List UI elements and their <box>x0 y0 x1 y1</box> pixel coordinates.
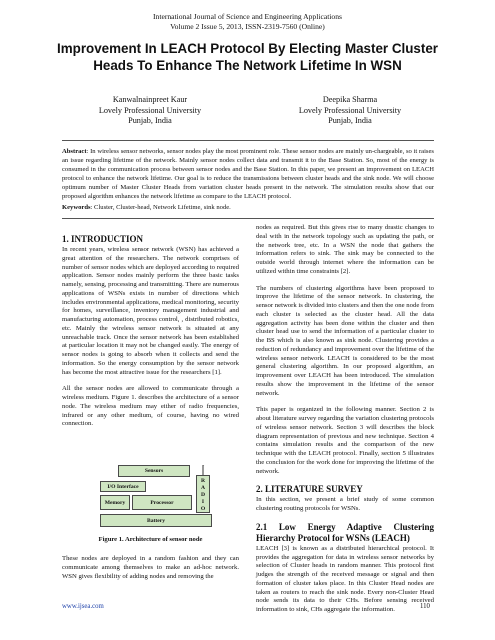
author-location: Punjab, India <box>128 116 172 125</box>
radio-letter: O <box>200 506 206 512</box>
memory-block: Memory <box>100 495 130 510</box>
author-affiliation: Lovely Professional University <box>298 105 402 115</box>
author-affiliation: Lovely Professional University <box>98 105 202 115</box>
divider-bottom <box>62 218 434 219</box>
divider-top <box>62 140 434 141</box>
processor-block: Processor <box>132 495 192 510</box>
radio-letter: A <box>200 485 206 491</box>
paper-title: Improvement In LEACH Protocol By Electing Master Cluster Heads To Enhance The Network Lifetime In WSN <box>57 41 438 73</box>
paragraph: These nodes are deployed in a random fashion and they can communicate among themselves to make an ad-hoc network. WSN gives flexibility of adding nodes and removing the <box>62 555 239 580</box>
keywords-text: : Cluster, Cluster-head, Network Lifetime, sink node. <box>90 204 231 211</box>
keywords-label: Keywords <box>62 204 91 211</box>
paragraph: The numbers of clustering algorithms have been proposed to improve the lifetime of the sensor network. In clustering, the sensor network is divided into clusters and then the one node from each cluster is selected as the cluster head. All the data aggregation activity has been done within the cluster and then cluster head use to send the information of a particular cluster to the BS which is also known as sink node. Clustering provides a reduction of redundancy and improvement over the lifetime of the wireless sensor network. LEACH is considered to be the most general clustering algorithm. In our proposed algorithm, an improvement over LEACH has been introduced. The simulation results show the improvement in the lifetime of the sensor network. <box>256 284 434 397</box>
radio-letter: D <box>200 492 206 498</box>
abstract-label: Abstract <box>62 148 87 155</box>
journal-header <box>0 12 495 32</box>
figure-caption: Figure 1. Architecture of sensor node <box>98 536 203 543</box>
paragraph: LEACH [3] is known as a distributed hierarchical protocol. It provides the aggregation for data in wireless sensor networks by selection of Cluster heads in random manner. This protocol first judges the strength of the received message or signal and then formation of cluster takes place. In this Cluster Head nodes are taken as routers to reach the sink node. Every non-Cluster Head node sends its data to their CHs. Before sensing received information to sink, CHs aggregate the information. <box>256 544 434 613</box>
left-column-continued <box>62 555 239 589</box>
abstract-text: : In wireless sensor networks, sensor nodes play the most prominent role. These sensor nodes are mainly un-chargeable, so it raises an issue regarding lifetime of the network. Mainly sensor nodes collect data and transmit it to the Base Station. So, most of the energy is consumed in the communication process between sensor nodes and the Base Station. In this paper, we present an improvement on LEACH protocol to enhance the network lifetime. Our goal is to reduce the transmissions between cluster heads and the sink node. We will choose optimum number of Master Cluster Heads from variation cluster heads present in the network. The simulation results show that our proposed algorithm enhances the network lifetime as compare to the LEACH protocol. <box>62 148 434 200</box>
footer-website-link[interactable]: www.ijsea.com <box>62 603 104 610</box>
paragraph: In this section, we present a brief study of some common clustering routing protocols for WSNs. <box>256 496 434 512</box>
paragraph: All the sensor nodes are allowed to communicate through a wireless medium. Figure 1. describes the architecture of a sensor node. The wireless medium may either of radio frequencies, infrared or any other medium, of course, having no wired connection. <box>62 385 239 428</box>
journal-volume: Volume 2 Issue 5, 2013, ISSN-2319-7560 (Online) <box>170 22 325 31</box>
right-column <box>256 224 434 623</box>
battery-block: Battery <box>100 514 212 527</box>
sensors-block: Sensors <box>118 465 190 477</box>
antenna-graphic <box>100 465 230 535</box>
paragraph: nodes as required. But this gives rise to many drastic changes to deal with in the network topology such as updating the path, or the network tree, etc. In a WSN the node that gathers the information refers to sink. The sink may be connected to the outside world through internet where the information can be utilized within time constraints [2]. <box>256 224 434 275</box>
radio-letter: R <box>200 478 206 484</box>
paragraph: In recent years, wireless sensor network (WSN) has achieved a great attention of the researchers. The network comprises of number of sensor nodes which are deployed according to required application. Sensor nodes mainly perform the three basic tasks namely, sensing, processing and transmitting. There are numerous applications of WSNs exists in number of directions which includes environmental applications, medical monitoring, security for homes, surveillance, inventory management industrial and manufacturing automation, process control, , distributed robotics, etc. Mainly the wireless sensor network is situated at any unreachable track. Once the sensor network has been established at particular location it may not be changed easily. The energy of sensor nodes is going to absorb when it collects and send the information. So the energy consumption by the sensor network has become the most attractive issue for the researchers [1]. <box>62 246 239 376</box>
page-number: 110 <box>420 603 430 610</box>
section-heading-literature-survey: 2. LITERATURE SURVEY <box>256 484 363 495</box>
io-interface-block: I/O Interface <box>100 481 146 492</box>
author-location: Punjab, India <box>328 116 372 125</box>
paragraph: This paper is organized in the following manner. Section 2 is about literature survey regarding the variation clustering protocols of wireless sensor network. Section 3 will describes the block diagram representation of previous and new technique. Section 4 contains simulation results and the comparison of the new technique with the LEACH protocol. Finally, section 5 illustrates the conclusion for the work done for improving the lifetime of the network. <box>256 406 434 475</box>
radio-letter: I <box>201 499 205 505</box>
author-2 <box>255 95 445 127</box>
left-column <box>62 234 239 437</box>
section-heading-introduction: 1. INTRODUCTION <box>62 234 144 244</box>
author-name: Deepika Sharma <box>322 95 378 104</box>
subsection-heading-leach: 2.1 Low Energy Adaptive Clustering Hierarchy Protocol for WSNs (LEACH) <box>256 521 434 543</box>
author-1 <box>55 95 245 127</box>
sensor-node-architecture-figure <box>100 465 230 535</box>
keywords <box>62 204 434 213</box>
journal-name: International Journal of Science and Engineering Applications <box>153 12 342 21</box>
abstract <box>62 148 434 201</box>
author-name: Kanwalnainpreet Kaur <box>112 95 188 104</box>
